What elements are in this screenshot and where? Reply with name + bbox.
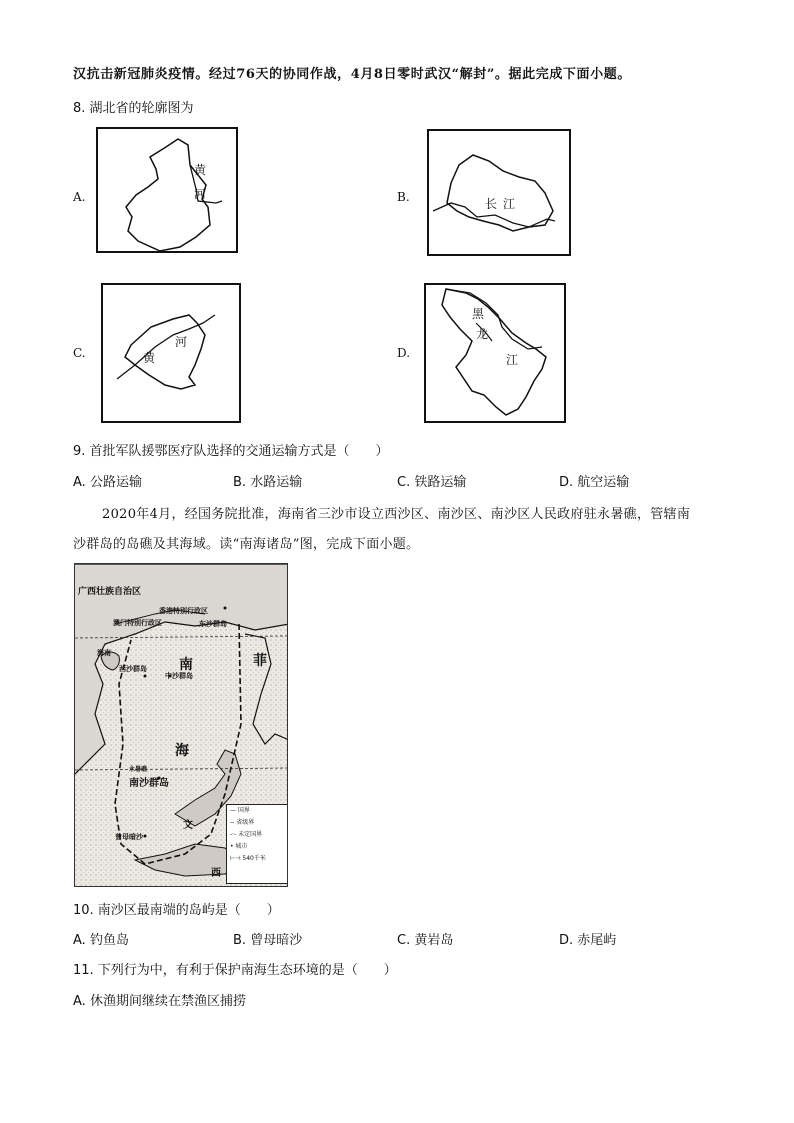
q11-option-a-key: A. bbox=[73, 994, 86, 1009]
q9-option-a[interactable] bbox=[73, 474, 142, 492]
q10-option-b[interactable] bbox=[233, 932, 302, 950]
q9-option-d-text: 航空运输 bbox=[577, 475, 630, 490]
q10-option-a-key: A. bbox=[73, 933, 86, 948]
q9-option-c-text: 铁路运输 bbox=[414, 475, 467, 490]
legend-city: • 城市 bbox=[230, 843, 248, 850]
legend-national-border: — 国界 bbox=[230, 807, 250, 814]
shanxi-henan-outline-icon bbox=[103, 285, 239, 421]
q9-option-c[interactable] bbox=[397, 474, 466, 492]
q9-option-b-key: B. bbox=[233, 475, 247, 490]
q10-option-b-key: B. bbox=[233, 933, 247, 948]
q8-option-b-key[interactable]: B. bbox=[397, 190, 410, 204]
q10-option-d[interactable] bbox=[559, 932, 616, 950]
q10-option-c[interactable] bbox=[397, 932, 453, 950]
q10-option-c-key: C. bbox=[397, 933, 411, 948]
map-label-hainan: 海南 bbox=[97, 649, 111, 657]
q8-option-b-map[interactable] bbox=[427, 129, 571, 256]
map-legend bbox=[226, 804, 288, 884]
q11-option-a-text: 休渔期间继续在禁渔区捕捞 bbox=[89, 994, 246, 1009]
q8-option-c-map[interactable] bbox=[101, 283, 241, 423]
map-c-label-1: 河 bbox=[175, 335, 188, 349]
map-a-label-2: 河 bbox=[194, 187, 207, 201]
q9-option-a-key: A. bbox=[73, 475, 86, 490]
map-label-hai: 海 bbox=[175, 743, 189, 759]
map-c-label-2: 黄 bbox=[143, 351, 156, 365]
hubei-outline-icon bbox=[429, 131, 569, 254]
map-label-zhongsha: 中沙群岛 bbox=[165, 672, 193, 680]
q8-stem: 8. 湖北省的轮廓图为 bbox=[73, 101, 194, 116]
map-d-label-3: 江 bbox=[506, 353, 519, 367]
passage-line-1: 2020年4月，经国务院批准，海南省三沙市设立西沙区、南沙区、南沙区人民政府驻永暑礁，管辖南 bbox=[102, 507, 691, 522]
passage-line-2: 沙群岛的岛礁及其海域。读“南海诸岛”图，完成下面小题。 bbox=[73, 537, 420, 552]
q9-stem: 9. 首批军队援鄂医疗队选择的交通运输方式是（ ） bbox=[73, 444, 389, 459]
q8-option-d-map[interactable] bbox=[424, 283, 566, 423]
q9-option-c-key: C. bbox=[397, 475, 411, 490]
intro-text: 汉抗击新冠肺炎疫情。经过76天的协同作战，4月8日零时武汉“解封”。据此完成下面小题。 bbox=[73, 67, 631, 82]
q10-option-b-text: 曾母暗沙 bbox=[250, 933, 303, 948]
q10-option-a[interactable] bbox=[73, 932, 129, 950]
map-d-label-1: 黑 bbox=[472, 307, 485, 321]
map-label-fei: 菲 bbox=[253, 653, 267, 669]
shaanxi-outline-icon bbox=[98, 129, 236, 251]
map-label-yongshu: 永暑礁 bbox=[129, 766, 148, 773]
q10-option-a-text: 钓鱼岛 bbox=[89, 933, 129, 948]
q9-option-a-text: 公路运输 bbox=[89, 475, 142, 490]
map-label-xi: 西 bbox=[211, 868, 221, 879]
q11-option-a[interactable] bbox=[73, 993, 246, 1011]
map-label-hongkong: 香港特别行政区 bbox=[159, 607, 208, 615]
map-b-label-2: 江 bbox=[503, 197, 516, 211]
map-label-zengmu: 曾母暗沙 bbox=[115, 833, 143, 841]
q9-option-d[interactable] bbox=[559, 474, 629, 492]
q8-option-d-key[interactable]: D. bbox=[397, 346, 411, 360]
legend-provincial-border: -- 省级界 bbox=[230, 819, 255, 826]
map-label-macau: 澳门特别行政区 bbox=[113, 619, 162, 627]
map-label-guangxi: 广西壮族自治区 bbox=[78, 587, 142, 597]
south-china-sea-map bbox=[74, 563, 288, 887]
q8-option-a-map[interactable] bbox=[96, 127, 238, 253]
map-a-label-1: 黄 bbox=[194, 163, 207, 177]
q9-option-d-key: D. bbox=[559, 475, 574, 490]
map-label-wen: 文 bbox=[183, 820, 193, 831]
q9-option-b[interactable] bbox=[233, 474, 302, 492]
q10-option-d-key: D. bbox=[559, 933, 574, 948]
q8-option-c-key[interactable]: C. bbox=[73, 346, 86, 360]
legend-scale: ⊢⊣ 540千米 bbox=[230, 855, 266, 862]
q10-option-c-text: 黄岩岛 bbox=[414, 933, 454, 948]
q11-stem: 11. 下列行为中，有利于保护南海生态环境的是（ ） bbox=[73, 963, 397, 978]
q10-option-d-text: 赤尾屿 bbox=[577, 933, 617, 948]
legend-undetermined-border: -·- 未定国界 bbox=[230, 831, 263, 838]
map-b-label-1: 长 bbox=[485, 197, 498, 211]
map-label-nansha: 南沙群岛 bbox=[129, 778, 169, 789]
map-d-label-2: 龙 bbox=[476, 327, 489, 341]
q10-stem: 10. 南沙区最南端的岛屿是（ ） bbox=[73, 903, 280, 918]
map-label-dongsha: 东沙群岛 bbox=[199, 620, 227, 628]
map-label-xisha: 西沙群岛 bbox=[119, 665, 147, 673]
heilongjiang-outline-icon bbox=[426, 285, 564, 421]
q8-option-a-key[interactable]: A. bbox=[73, 190, 86, 204]
map-label-nan: 南 bbox=[179, 657, 193, 673]
q9-option-b-text: 水路运输 bbox=[250, 475, 303, 490]
